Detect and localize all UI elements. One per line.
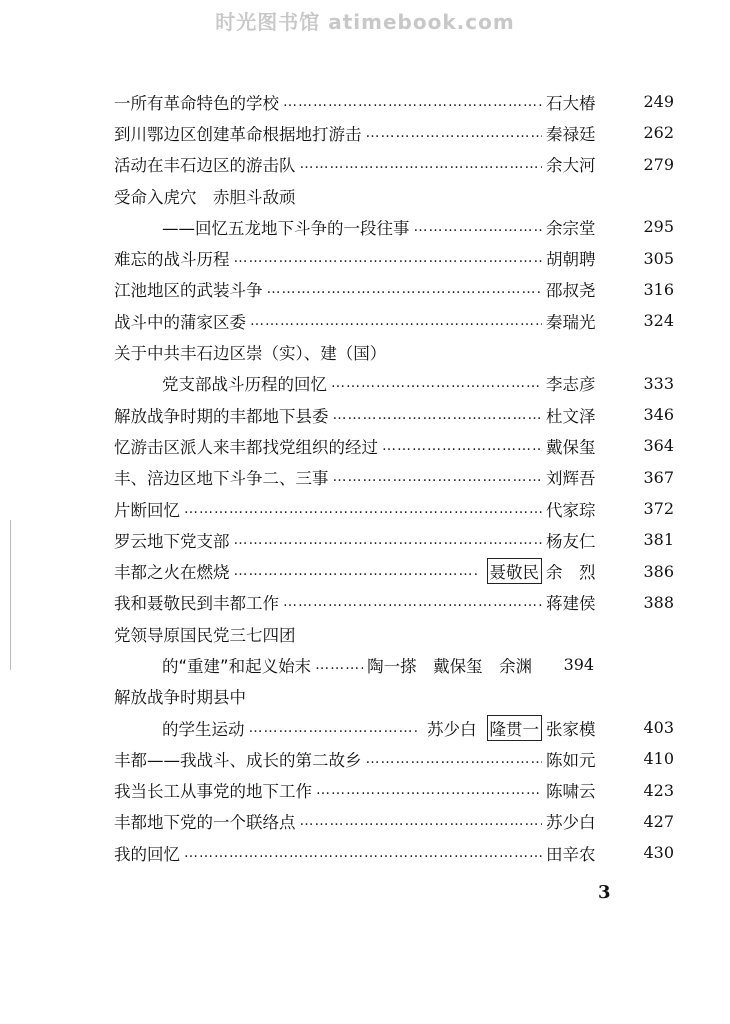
toc-entry [114,305,674,336]
dot-leader [300,813,543,829]
toc-entry [114,806,674,837]
dot-leader [316,782,542,798]
entry-title: 难忘的战斗历程 [114,250,230,270]
entry-author: 陈如元 [546,750,596,770]
entry-title: 我和聂敬民到丰都工作 [114,594,279,614]
scan-edge-mark [10,520,11,670]
entry-author: 田辛农 [546,844,596,864]
dot-leader [414,219,543,235]
entry-page: 346 [643,405,674,425]
entry-author: 陈啸云 [546,782,596,802]
entry-title: ——回忆五龙地下斗争的一段往事 [162,218,410,238]
toc-entry [114,649,674,680]
entry-title: 丰都之火在燃烧 [114,563,230,583]
entry-author: 张家模 [546,719,596,739]
toc-entry [114,242,674,273]
dot-leader [315,657,363,673]
entry-title: 忆游击区派人来丰都找党组织的经过 [114,437,378,457]
toc-entry [114,86,674,117]
toc-entry [114,587,674,618]
entry-title: 解放战争时期县中 [114,688,246,708]
dot-leader [333,407,543,423]
toc-entry-title-line [114,681,674,712]
dot-leader [333,469,543,485]
entry-author: 戴保玺 [546,437,596,457]
entry-page: 394 [563,655,595,675]
toc-entry [114,274,674,305]
toc-entry [114,524,674,555]
entry-page: 295 [643,217,674,237]
toc-entry [114,837,674,868]
dot-leader [283,94,542,110]
dot-leader [249,720,418,736]
entry-page: 423 [643,780,674,800]
toc-entry-title-line [114,180,674,211]
watermark: 时光图书馆 atimebook.com [215,10,515,34]
entry-title: 战斗中的蒲家区委 [114,312,246,332]
table-of-contents [114,86,674,868]
dot-leader [267,281,543,297]
entry-page: 316 [643,279,674,299]
toc-entry [114,399,674,430]
toc-entry-title-line [114,336,674,367]
entry-title: 到川鄂边区创建革命根据地打游击 [114,124,362,144]
entry-title: 关于中共丰石边区崇（实）、建（国） [114,344,387,364]
entry-page: 427 [643,811,674,831]
entry-author: 胡朝聘 [546,250,596,270]
entry-page: 372 [643,499,674,518]
entry-title: 我当长工从事党的地下工作 [114,782,312,802]
entry-author: 石大椿 [546,93,596,113]
entry-title: 丰都地下党的一个联络点 [114,813,296,833]
dot-leader [234,563,479,579]
entry-page: 410 [643,749,674,769]
entry-title: 的学生运动 [162,719,245,739]
toc-entry [114,117,674,148]
entry-page: 305 [643,248,674,268]
dot-leader [234,250,543,266]
entry-author-first: 苏少白 [427,719,477,739]
entry-authors: 陶一搽 戴保玺 余渊 [367,656,533,676]
entry-author: 秦瑞光 [546,312,596,332]
entry-title: 丰都——我战斗、成长的第二故乡 [114,750,362,770]
entry-title: 活动在丰石边区的游击队 [114,156,296,176]
dot-leader [331,375,542,391]
dot-leader [382,438,542,454]
toc-entry [114,775,674,806]
entry-title: 罗云地下党支部 [114,531,230,551]
entry-title: 解放战争时期的丰都地下县委 [114,406,329,426]
dot-leader [366,125,543,141]
entry-title: 我的回忆 [114,844,180,864]
toc-entry [114,712,674,743]
boxed-author: 聂敬民 [487,558,543,584]
toc-entry [114,555,674,586]
dot-leader [283,594,542,610]
entry-page: 279 [643,154,674,174]
entry-title: 片断回忆 [114,500,180,520]
toc-entry [114,493,674,524]
entry-title: 受命入虎穴 赤胆斗敌顽 [114,187,296,207]
entry-page: 364 [643,436,674,456]
dot-leader [250,313,542,329]
toc-entry-title-line [114,618,674,649]
entry-author: 刘辉吾 [546,469,596,489]
entry-title: 江池地区的武装斗争 [114,281,263,301]
dot-leader [300,156,543,172]
entry-page: 367 [643,467,674,487]
entry-page: 262 [643,123,674,143]
toc-entry [114,430,674,461]
entry-author: 李志彦 [546,375,596,395]
toc-entry [114,368,674,399]
entry-author: 杨友仁 [546,531,596,551]
entry-page: 381 [643,530,674,550]
boxed-author: 隆贯一 [487,715,543,741]
entry-title: 一所有革命特色的学校 [114,93,279,113]
entry-author: 余 烈 [546,563,596,583]
entry-title: 的“重建”和起义始末 [162,656,312,676]
entry-title: 党领导原国民党三七四团 [114,625,296,645]
entry-author: 蒋建侯 [546,594,596,614]
dot-leader [366,751,543,767]
dot-leader [184,501,542,517]
toc-entry [114,149,674,180]
toc-entry [114,462,674,493]
toc-entry [114,211,674,242]
dot-leader [184,845,542,861]
entry-author: 苏少白 [546,813,596,833]
entry-page: 324 [643,311,674,331]
entry-page: 430 [643,843,674,863]
entry-page: 333 [643,373,674,393]
entry-author: 余宗堂 [546,218,596,238]
page-number: 3 [598,882,611,903]
dot-leader [234,532,543,548]
entry-page: 403 [643,718,674,738]
entry-title: 丰、涪边区地下斗争二、三事 [114,469,329,489]
entry-page: 386 [643,561,674,581]
entry-page: 388 [643,592,674,612]
toc-entry [114,743,674,774]
entry-title: 党支部战斗历程的回忆 [162,375,327,395]
entry-author: 杜文泽 [546,406,596,426]
entry-page: 249 [643,92,674,112]
entry-author: 邵叔尧 [546,281,596,301]
entry-author: 代家琮 [546,500,596,520]
entry-author: 余大河 [546,156,596,176]
entry-author: 秦禄廷 [546,124,596,144]
